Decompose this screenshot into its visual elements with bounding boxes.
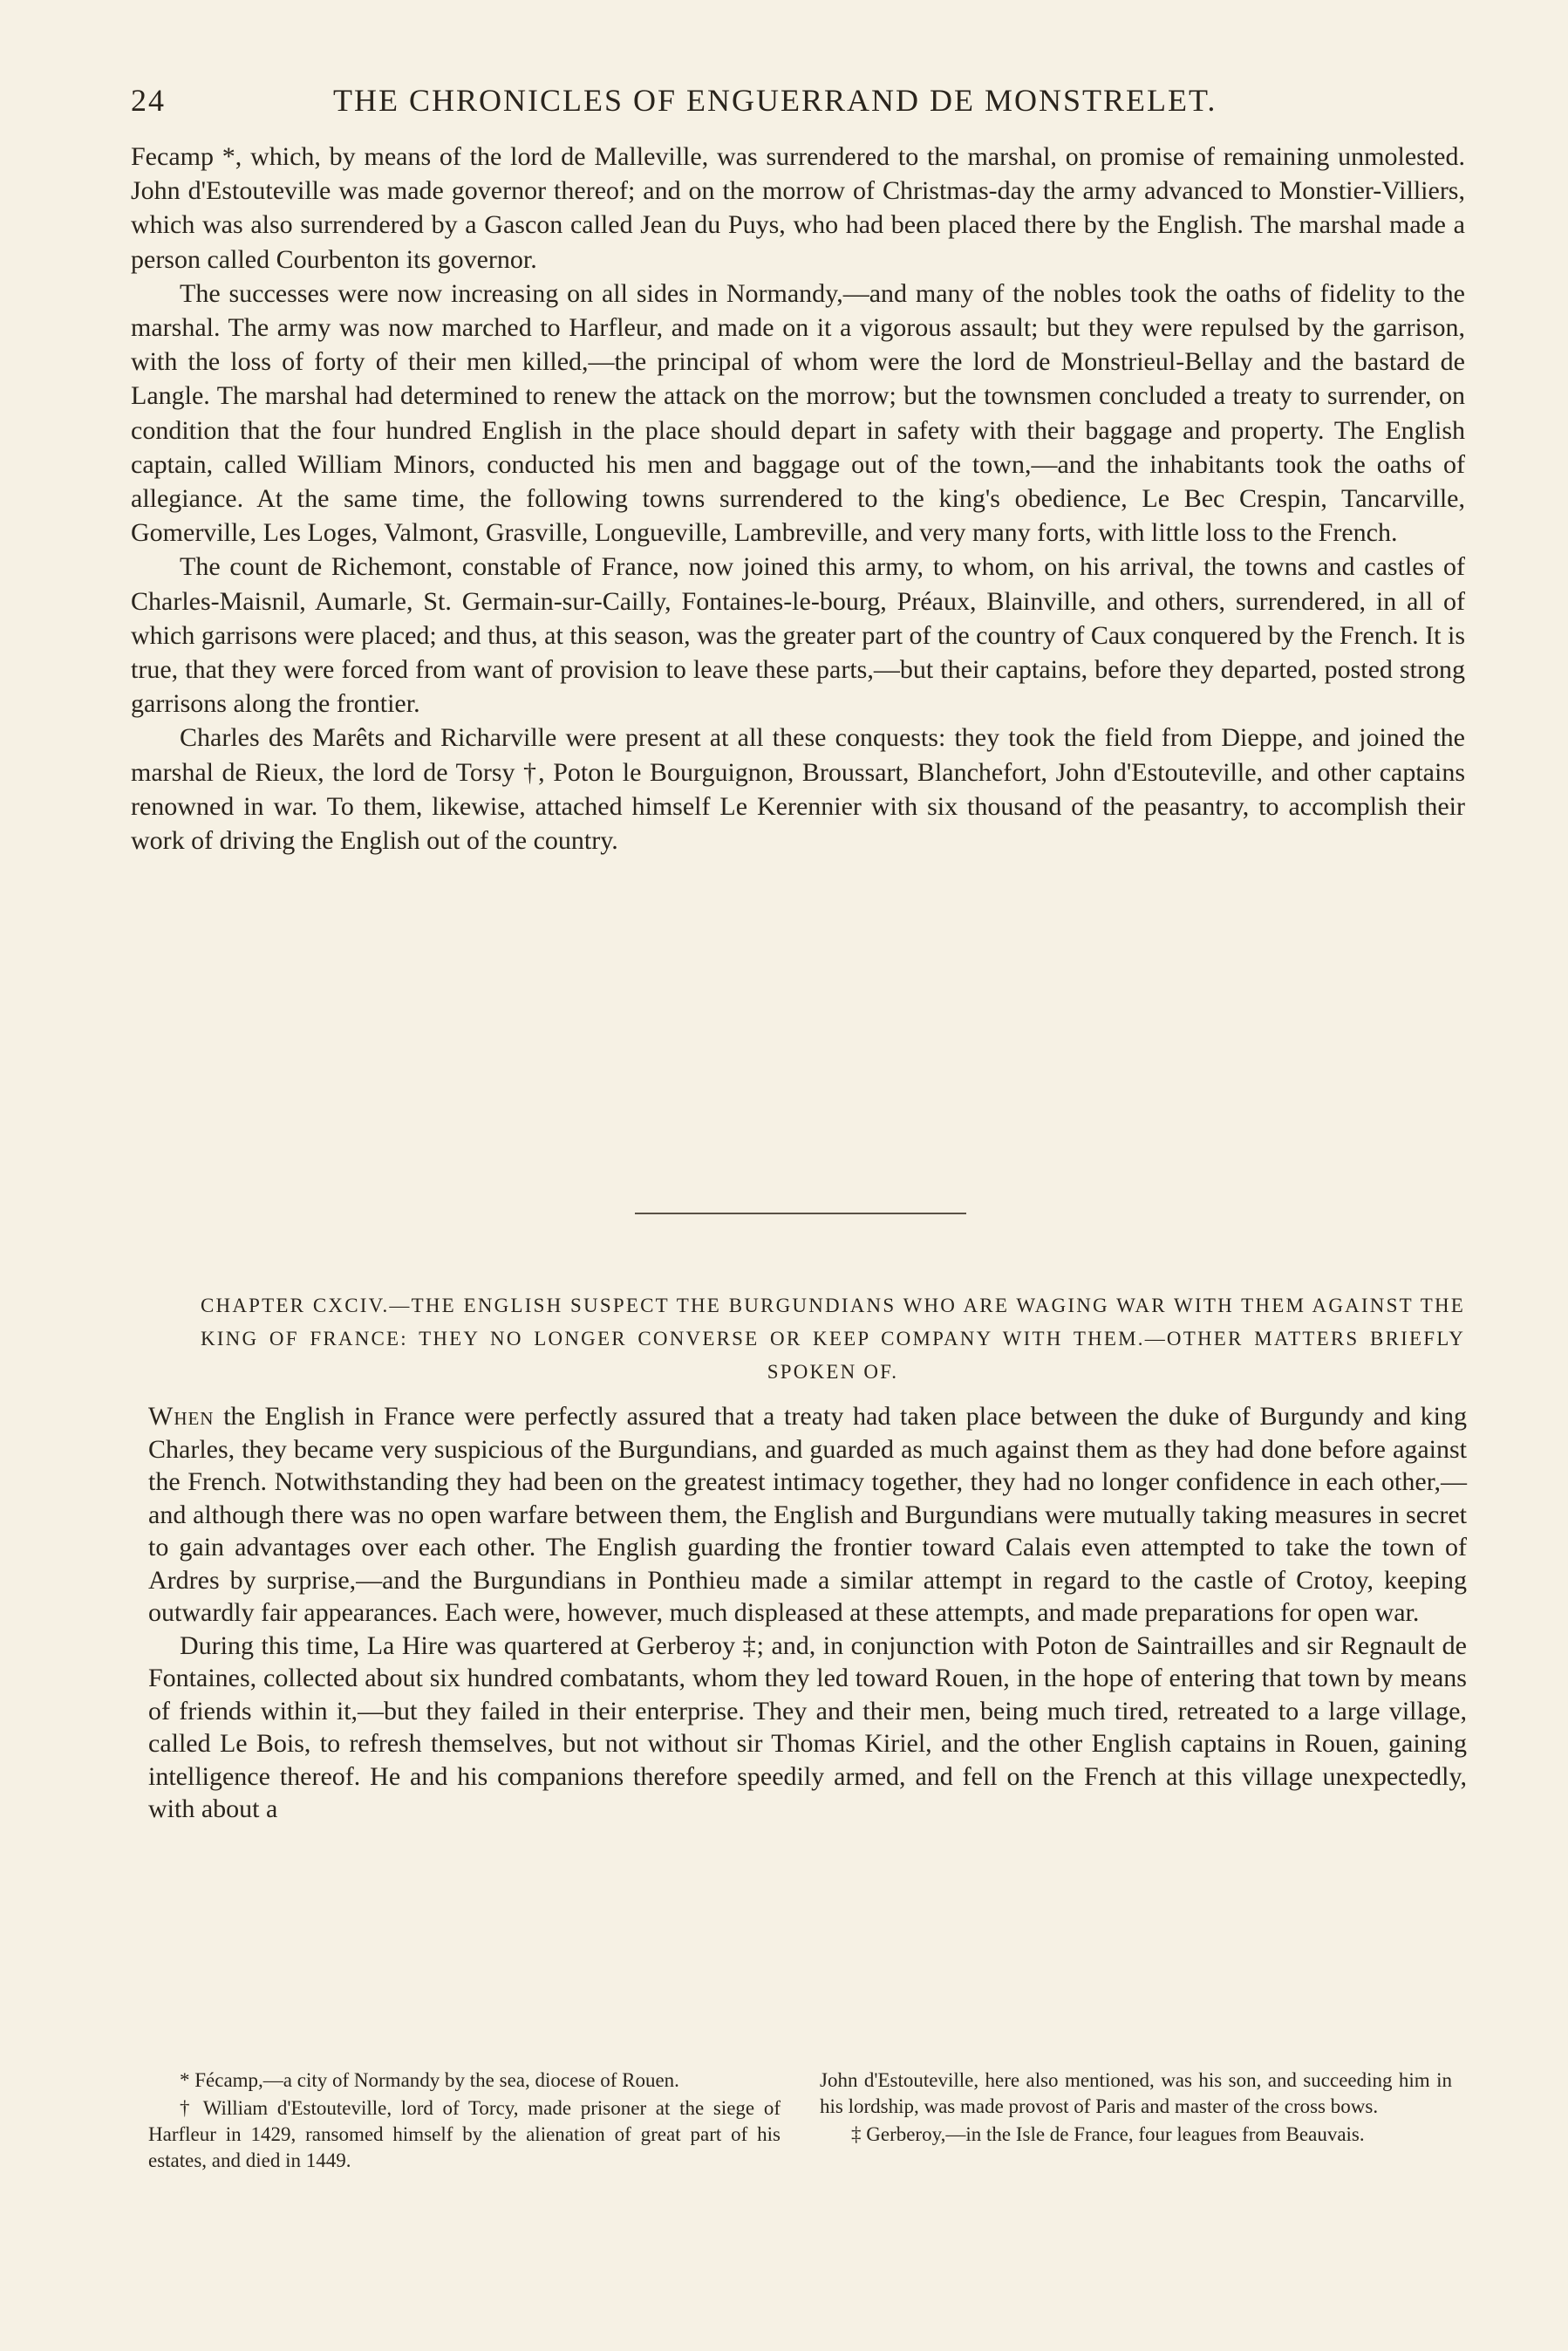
page-number: 24 [131, 83, 166, 118]
running-head: THE CHRONICLES OF ENGUERRAND DE MONSTRELET. [333, 83, 1217, 118]
body-text-bottom [148, 1400, 1467, 1826]
footnotes [148, 2067, 1467, 2312]
dropword: When [148, 1402, 215, 1431]
section-divider [635, 1213, 966, 1214]
footnote: ‡ Gerberoy,—in the Isle de France, four leagues from Beauvais. [851, 2123, 1365, 2145]
paragraph: During this time, La Hire was quartered at Gerberoy ‡; and, in conjunction with Poton de Saintrailles and sir Regnault de Fontaines, collected about six hundred combatants, whom they led toward Rouen, in the hope of entering that town by means of friends within it,—but they failed in their enterprise. They and their men, being much tired, retreated to a large village, called Le Bois, to refresh themselves, but not without sir Thomas Kiriel, and the other English captains in Rouen, gaining intelligence thereof. He and his companions therefore speedily armed, and fell on the French at this village unexpectedly, with about a [148, 1630, 1467, 1823]
paragraph: The count de Richemont, constable of France, now joined this army, to whom, on his arrival, the towns and castles of Charles-Maisnil, Aumarle, St. Germain-sur-Cailly, Fontaines-le-bourg, Préaux, Blainville, and others, surrendered, in all of which garrisons were placed; and thus, at this season, was the greater part of the country of Caux conquered by the French. It is true, that they were forced from want of provision to leave these parts,—but their captains, before they departed, posted strong garrisons along the frontier. [131, 552, 1465, 719]
footnote: * Fécamp,—a city of Normandy by the sea, diocese of Rouen. [180, 2069, 679, 2091]
paragraph: Fecamp *, which, by means of the lord de Malleville, was surrendered to the marshal, on promise of remaining unmolested. John d'Estouteville was made governor thereof; and on the morrow of Christmas-day the army advanced to Monstier-Villiers, which was also surrendered by a Gascon called Jean du Puys, who had been placed there by the English. The marshal made a person called Courbenton its governor. [131, 142, 1465, 274]
footnote-continuation: John d'Estouteville, here also mentioned, was his son, and succeeding him in his lordship, was made provost of Paris and master of the cross bows. [820, 2069, 1452, 2117]
page-header [131, 77, 1465, 120]
footnotes-left-column [148, 2067, 781, 2176]
paragraph: The successes were now increasing on all sides in Normandy,—and many of the nobles took the oaths of fidelity to the marshal. The army was now marched to Harfleur, and made on it a vigorous assault; but they were repulsed by the garrison, with the loss of forty of their men killed,—the principal of whom were the lord de Monstrieul-Bellay and the bastard de Langle. The marshal had determined to renew the attack on the morrow; but the townsmen concluded a treaty to surrender, on condition that the four hundred English in the place should depart in safety with their baggage and property. The English captain, called William Minors, conducted his men and baggage out of the town,—and the inhabitants took the oaths of allegiance. At the same time, the following towns surrendered to the king's obedience, Le Bec Crespin, Tancarville, Gomerville, Les Loges, Valmont, Grasville, Longueville, Lambreville, and very many forts, with little loss to the French. [131, 278, 1465, 548]
footnote: † William d'Estouteville, lord of Torcy, made prisoner at the siege of Harfleur in 1429, ransomed himself by the alienation of great part of his estates, and died in 1449. [148, 2097, 781, 2171]
paragraph: Charles des Marêts and Richarville were present at all these conquests: they took the field from Dieppe, and joined the marshal de Rieux, the lord de Torsy †, Poton le Bourguignon, Broussart, Blanchefort, John d'Estouteville, and other captains renowned in war. To them, likewise, attached himself Le Kerennier with six thousand of the peasantry, to accomplish their work of driving the English out of the country. [131, 723, 1465, 856]
body-text-top [131, 140, 1465, 858]
paragraph-text: the English in France were perfectly assured that a treaty had taken place between the duke of Burgundy and king Charles, they became very suspicious of the Burgundians, and guarded as much against them as they had done before against the French. Notwithstanding they had been on the greatest intimacy together, they had no longer confidence in each other,—and although there was no open warfare between them, the English and Burgundians were mutually taking measures in secret to gain advantages over each other. The English guarding the frontier toward Calais even attempted to take the town of Ardres by surprise,—and the Burgundians in Ponthieu made a similar attempt in regard to the castle of Crotoy, keeping outwardly fair appearances. Each were, however, much displeased at these attempts, and made preparations for open war. [148, 1402, 1467, 1627]
chapter-heading: CHAPTER CXCIV.—THE ENGLISH SUSPECT THE BURGUNDIANS WHO ARE WAGING WAR WITH THEM AGAINST THE KING OF FRANCE: THEY NO LONGER CONVERSE OR KEEP COMPANY WITH THEM.—OTHER MATTERS BRIEFLY SPOKEN OF. [201, 1295, 1465, 1383]
paragraph [148, 1400, 1467, 1630]
footnotes-right-column [820, 2067, 1452, 2149]
